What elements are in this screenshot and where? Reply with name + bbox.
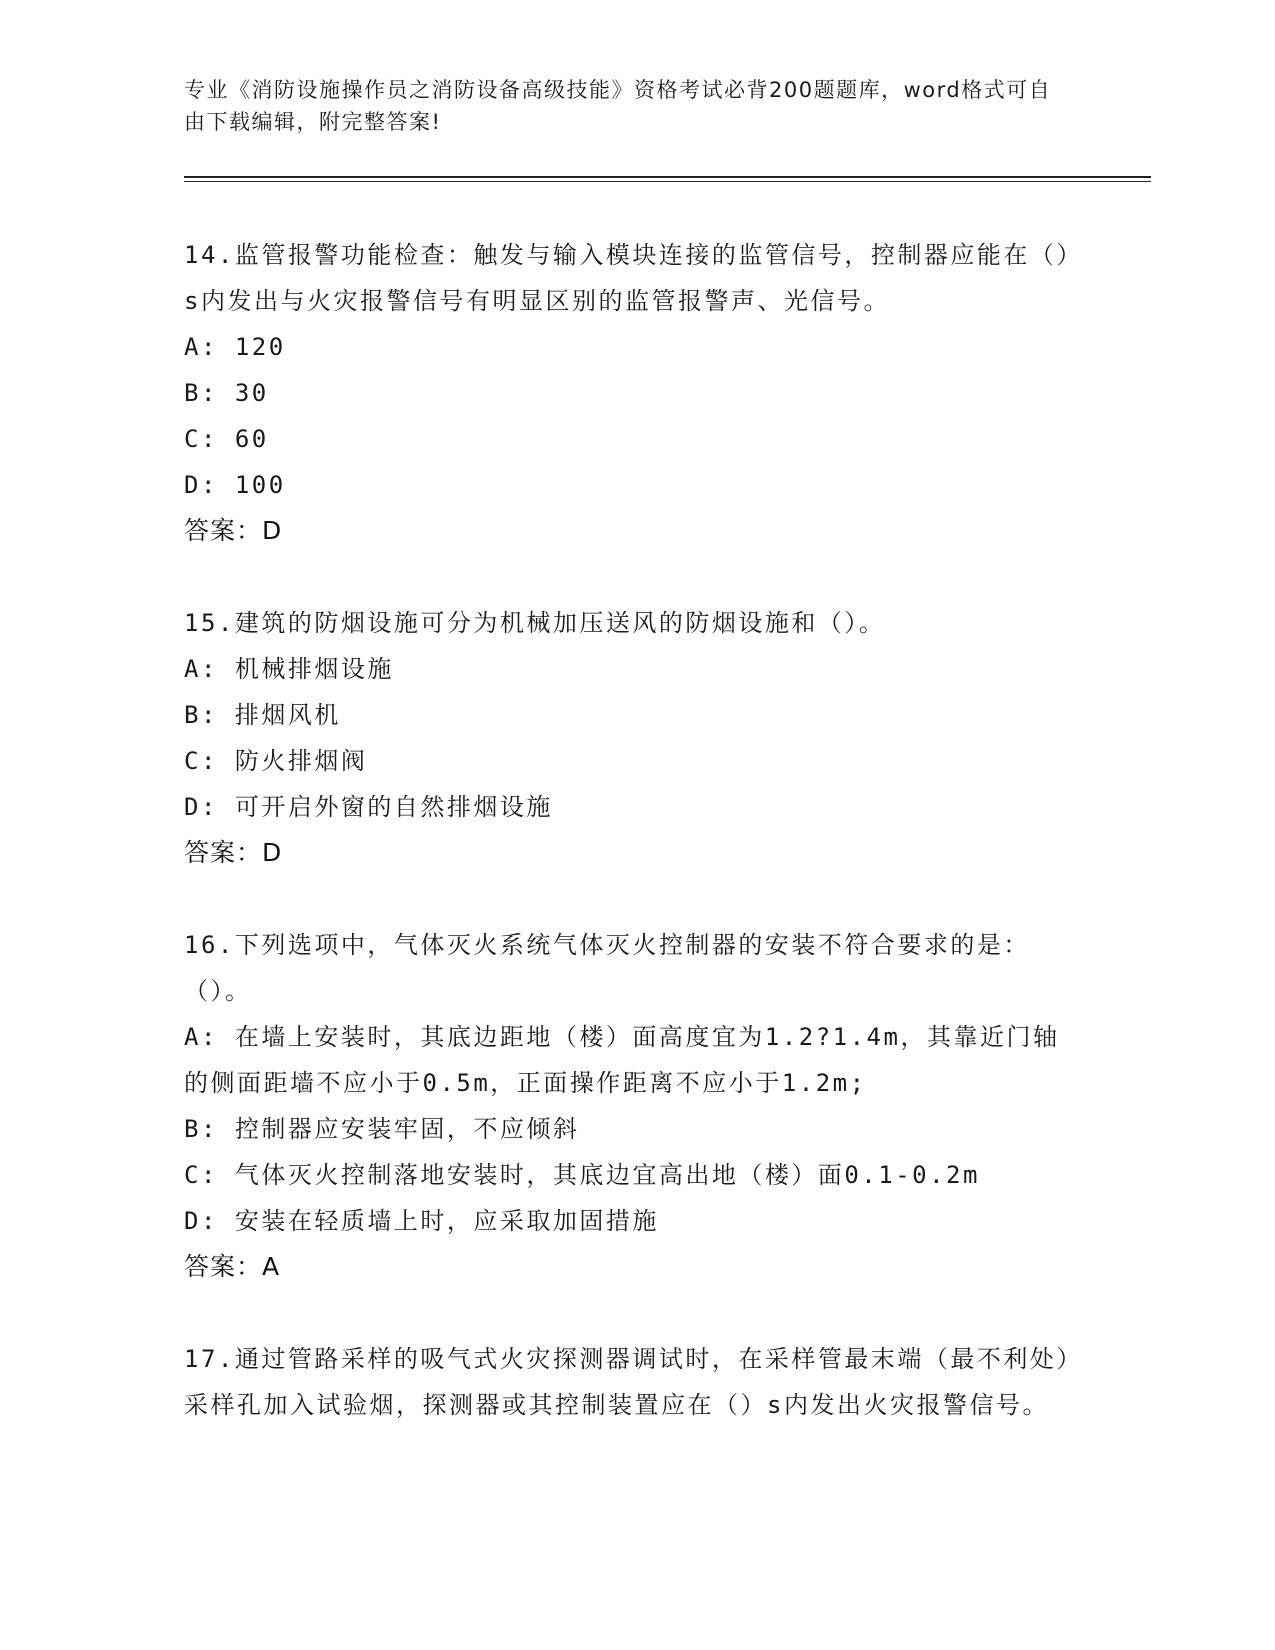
option-letter: D xyxy=(184,471,201,499)
option-c xyxy=(184,738,1084,784)
option-text: 控制器应安装牢固，不应倾斜 xyxy=(234,1115,580,1143)
answer-line: 答案：D xyxy=(184,838,283,867)
option-letter: A xyxy=(184,655,201,683)
header-divider-thin xyxy=(184,181,1151,182)
option-separator: : xyxy=(200,1207,235,1235)
question-item xyxy=(184,922,1084,1290)
document-header: 专业《消防设施操作员之消防设备高级技能》资格考试必背200题题库，word格式可自由下载编辑，附完整答案! xyxy=(184,78,1052,134)
question-item xyxy=(184,1336,1084,1428)
option-separator: : xyxy=(200,1023,235,1051)
question-text: 15.建筑的防烟设施可分为机械加压送风的防烟设施和（）。 xyxy=(184,609,886,637)
option-separator: : xyxy=(200,471,235,499)
question-item xyxy=(184,232,1084,554)
option-letter: C xyxy=(184,1161,201,1189)
option-separator: : xyxy=(200,425,235,453)
option-letter: B xyxy=(184,379,201,407)
option-separator: : xyxy=(200,793,235,821)
question-list xyxy=(184,232,1084,1474)
option-a xyxy=(184,646,1084,692)
option-c xyxy=(184,1152,1084,1198)
option-text: 排烟风机 xyxy=(234,701,341,729)
option-separator: : xyxy=(200,1115,235,1143)
header-divider-thick xyxy=(184,176,1151,178)
option-text: 100 xyxy=(234,471,286,499)
option-letter: B xyxy=(184,701,201,729)
option-letter: D xyxy=(184,793,201,821)
option-separator: : xyxy=(200,379,235,407)
option-letter: C xyxy=(184,425,201,453)
option-separator: : xyxy=(200,701,235,729)
question-item xyxy=(184,600,1084,876)
option-separator: : xyxy=(200,747,235,775)
option-d xyxy=(184,462,1084,508)
option-c xyxy=(184,416,1084,462)
option-text: 在墙上安装时，其底边距地（楼）面高度宜为1.2?1.4m，其靠近门轴的侧面距墙不应小于0.5m，正面操作距离不应小于1.2m; xyxy=(184,1023,1060,1097)
option-text: 防火排烟阀 xyxy=(234,747,368,775)
option-text: 30 xyxy=(234,379,269,407)
option-letter: B xyxy=(184,1115,201,1143)
option-separator: : xyxy=(200,1161,235,1189)
option-d xyxy=(184,1198,1084,1244)
answer-line: 答案：A xyxy=(184,1252,281,1281)
option-separator: : xyxy=(200,655,235,683)
option-b xyxy=(184,370,1084,416)
option-b xyxy=(184,692,1084,738)
option-text: 120 xyxy=(234,333,286,361)
option-text: 可开启外窗的自然排烟设施 xyxy=(234,793,553,821)
option-separator: : xyxy=(200,333,235,361)
option-letter: A xyxy=(184,333,201,361)
option-text: 气体灭火控制落地安装时，其底边宜高出地（楼）面0.1-0.2m xyxy=(234,1161,980,1189)
question-text: 17.通过管路采样的吸气式火灾探测器调试时，在采样管最末端（最不利处）采样孔加入试验烟，探测器或其控制装置应在（）s内发出火灾报警信号。 xyxy=(184,1345,1083,1419)
option-d xyxy=(184,784,1084,830)
answer-line: 答案：D xyxy=(184,516,283,545)
option-a xyxy=(184,324,1084,370)
option-text: 机械排烟设施 xyxy=(234,655,394,683)
option-letter: C xyxy=(184,747,201,775)
option-letter: D xyxy=(184,1207,201,1235)
question-text: 16.下列选项中，气体灭火系统气体灭火控制器的安装不符合要求的是：（）。 xyxy=(184,931,1030,1005)
option-b xyxy=(184,1106,1084,1152)
question-text: 14.监管报警功能检查：触发与输入模块连接的监管信号，控制器应能在（）s内发出与火灾报警信号有明显区别的监管报警声、光信号。 xyxy=(184,241,1083,315)
option-text: 60 xyxy=(234,425,269,453)
option-text: 安装在轻质墙上时，应采取加固措施 xyxy=(234,1207,659,1235)
option-letter: A xyxy=(184,1023,201,1051)
option-a xyxy=(184,1014,1084,1106)
